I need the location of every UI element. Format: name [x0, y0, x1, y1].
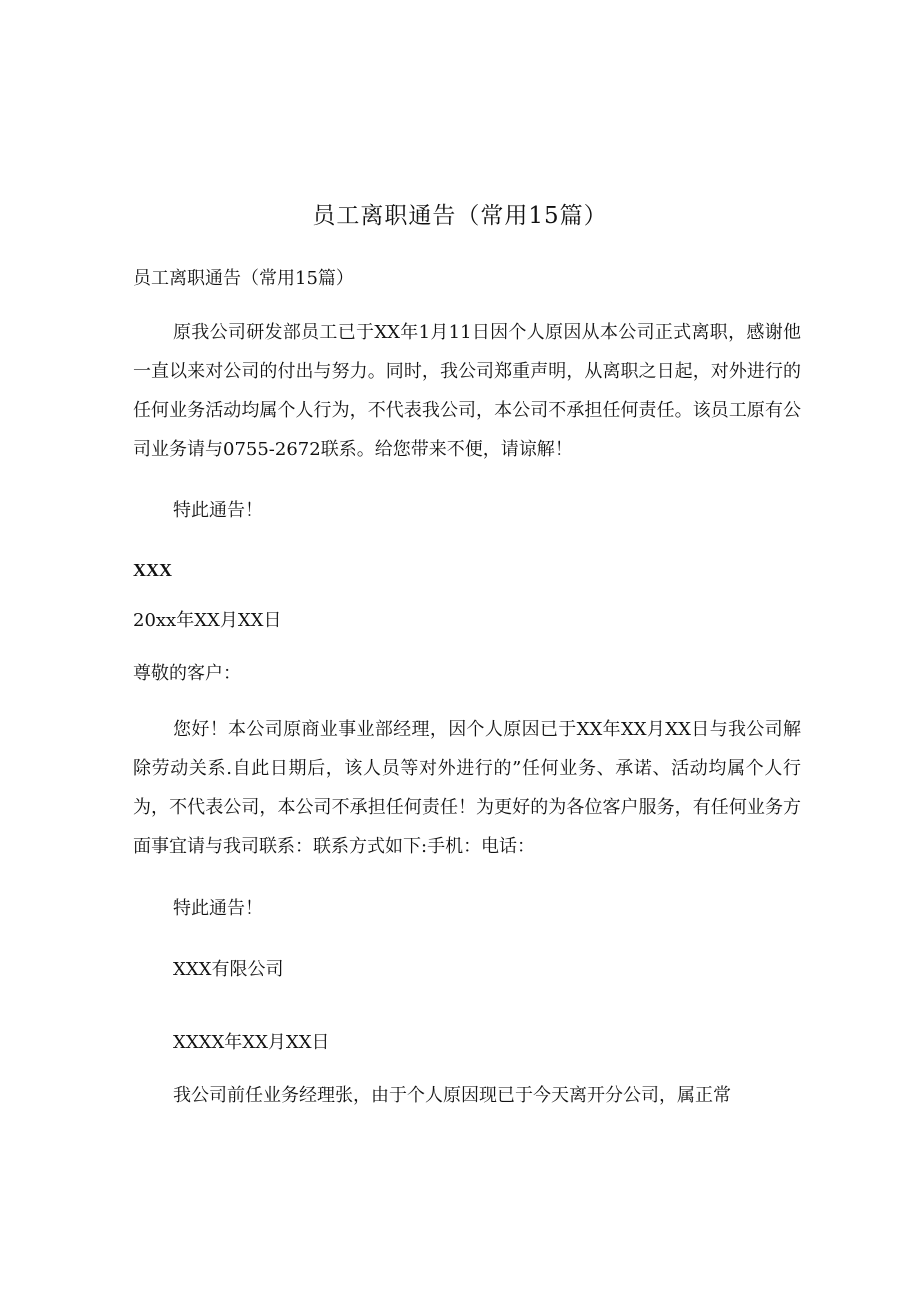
notice1-closing: 特此通告！: [173, 500, 263, 521]
notice2-date: XXXX年XX月XX日: [173, 1032, 330, 1053]
notice2-body: 您好！本公司原商业事业部经理，因个人原因已于XX年XX月XX日与我公司解除劳动关系.自此日期后，该人员等对外进行的”任何业务、承诺、活动均属个人行为，不代表公司，本公司不承担任何责任！为更好的为各位客户服务，有任何业务方面事宜请与我司联系：联系方式如下:手机：电话：: [133, 719, 801, 857]
notice2-signer: XXX有限公司: [173, 959, 284, 980]
notice1-body: 原我公司研发部员工已于XX年1月11日因个人原因从本公司正式离职，感谢他一直以来对公司的付出与努力。同时，我公司郑重声明，从离职之日起，对外进行的任何业务活动均属个人行为，不代表我公司，本公司不承担任何责任。该员工原有公司业务请与0755-2672联系。给您带来不便，请谅解！: [133, 322, 801, 460]
document-subtitle: 员工离职通告（常用15篇）: [133, 268, 354, 289]
notice1-date: 20xx年XX月XX日: [133, 610, 282, 631]
notice1-signer: XXX: [133, 560, 172, 580]
notice3-body-start: 我公司前任业务经理张，由于个人原因现已于今天离开分公司，属正常: [173, 1085, 731, 1106]
notice2-salutation: 尊敬的客户：: [133, 663, 241, 684]
notice2-closing: 特此通告！: [173, 898, 263, 919]
document-title: 员工离职通告（常用15篇）: [312, 203, 608, 229]
